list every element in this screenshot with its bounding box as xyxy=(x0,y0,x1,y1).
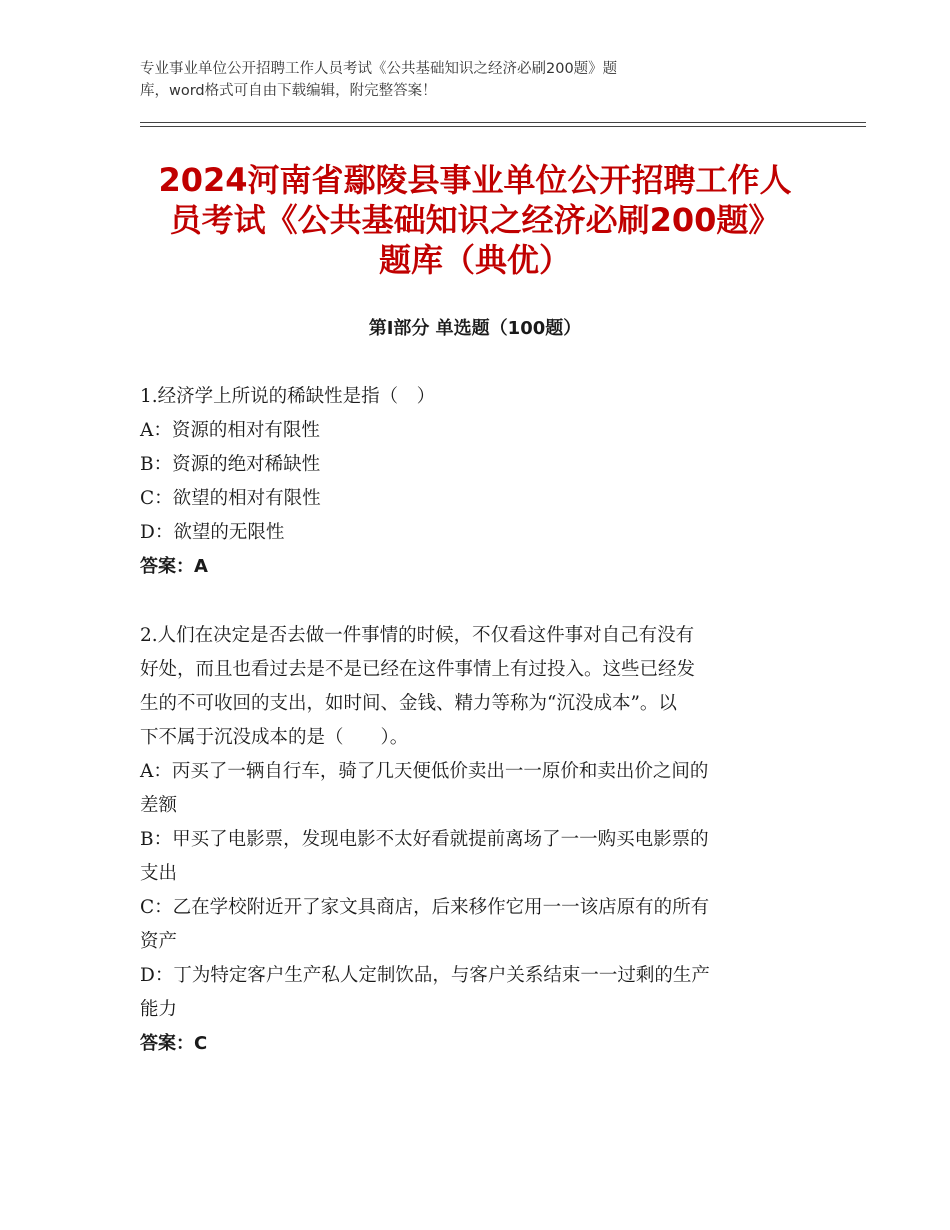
option-a: A：丙买了一辆自行车，骑了几天便低价卖出一一原价和卖出价之间的 xyxy=(140,761,709,782)
option-d-cont: 能力 xyxy=(140,999,178,1020)
answer-label: 答案：C xyxy=(140,1033,208,1054)
header-note xyxy=(140,58,760,102)
option-b-cont: 支出 xyxy=(140,863,178,884)
option-b: B：甲买了电影票，发现电影不太好看就提前离场了一一购买电影票的 xyxy=(140,829,709,850)
option-d: D：丁为特定客户生产私人定制饮品，与客户关系结束一一过剩的生产 xyxy=(140,965,710,986)
question-stem: 1.经济学上所说的稀缺性是指（ ） xyxy=(140,386,436,407)
document-title xyxy=(120,160,830,280)
title-line: 题库（典优） xyxy=(378,241,571,279)
option-c: C：欲望的相对有限性 xyxy=(140,488,321,509)
section-heading: 第Ⅰ部分 单选题（100题） xyxy=(368,318,582,339)
option-d: D：欲望的无限性 xyxy=(140,522,285,543)
question-1 xyxy=(140,380,820,584)
option-a-cont: 差额 xyxy=(140,795,178,816)
question-stem: 好处，而且也看过去是不是已经在这件事情上有过投入。这些已经发 xyxy=(140,659,696,680)
question-2 xyxy=(140,619,820,1061)
option-a: A：资源的相对有限性 xyxy=(140,420,320,441)
question-stem: 2.人们在决定是否去做一件事情的时候，不仅看这件事对自己有没有 xyxy=(140,625,695,646)
option-b: B：资源的绝对稀缺性 xyxy=(140,454,321,475)
question-stem: 生的不可收回的支出，如时间、金钱、精力等称为“沉没成本”。以 xyxy=(140,693,677,714)
question-stem: 下不属于沉没成本的是（ ）。 xyxy=(140,727,409,748)
header-note-line: 专业事业单位公开招聘工作人员考试《公共基础知识之经济必刷200题》题 xyxy=(140,61,618,77)
title-line: 员考试《公共基础知识之经济必刷200题》 xyxy=(169,201,781,239)
title-line: 2024河南省鄢陵县事业单位公开招聘工作人 xyxy=(158,161,792,199)
header-divider xyxy=(140,126,866,127)
option-c-cont: 资产 xyxy=(140,931,178,952)
header-divider xyxy=(140,122,866,123)
option-c: C：乙在学校附近开了家文具商店，后来移作它用一一该店原有的所有 xyxy=(140,897,710,918)
answer-label: 答案：A xyxy=(140,556,208,577)
header-note-line: 库，word格式可自由下载编辑，附完整答案！ xyxy=(140,83,437,99)
